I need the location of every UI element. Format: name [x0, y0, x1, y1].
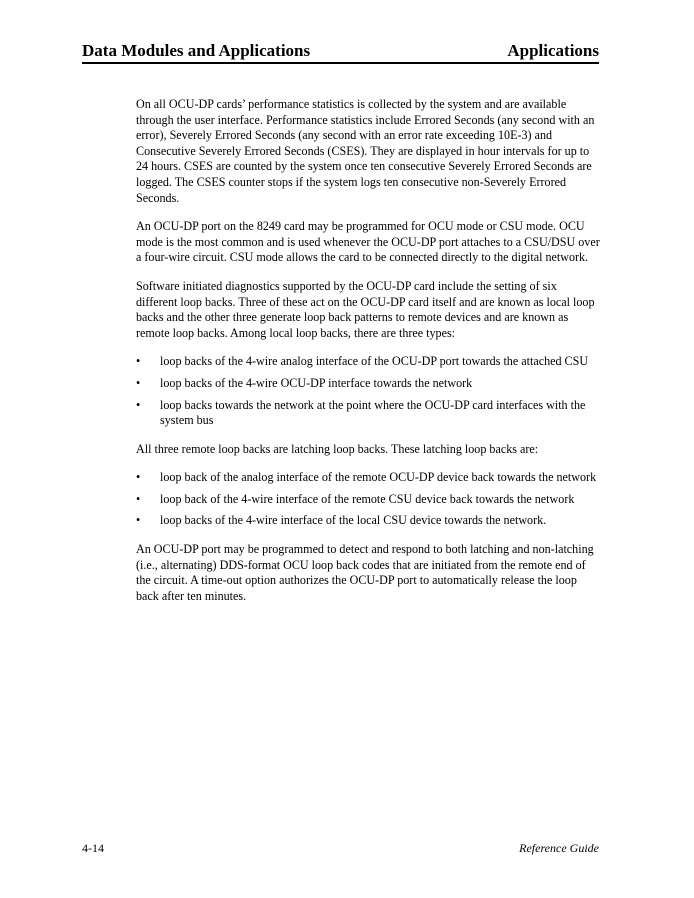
- bullet-icon: •: [136, 354, 141, 369]
- paragraph-performance-statistics: On all OCU-DP cards’ performance statistics is collected by the system and are available through the user interface. Performance statistics include Errored Seconds (any second with an error), Severely Errored Seconds (any second with an error rate exceeding 10E-3) and Consecutive Severely Errored Seconds (CSES). They are displayed in hour intervals for up to 24 hours. CSES are counted by the system once ten consecutive Severely Errored Seconds are logged. The CSES counter stops if the system logs ten consecutive non-Severely Errored Seconds.: [136, 97, 595, 205]
- remote-loopback-list: [136, 470, 600, 529]
- guide-title: Reference Guide: [519, 841, 599, 855]
- page-number: 4-14: [82, 841, 104, 855]
- bullet-icon: •: [136, 491, 141, 506]
- list-item: [136, 398, 600, 429]
- bullet-icon: •: [136, 375, 141, 390]
- paragraph-diagnostics: Software initiated diagnostics supported by the OCU-DP card include the setting of six different loop backs. Three of these act on the OCU-DP card itself and are known as local loop backs and the other three generate loop back patterns to remote devices and are known as remote loop backs. Among local loop backs, there are three types:: [136, 278, 595, 340]
- paragraph-ocu-csu-mode: An OCU-DP port on the 8249 card may be programmed for OCU mode or CSU mode. OCU mode is the most common and is used whenever the OCU-DP port attaches to a CSU/DSU over a four-wire circuit. CSU mode allows the card to be connected directly to the digital network.: [136, 219, 600, 265]
- list-item-text: loop backs of the 4-wire interface of the local CSU device towards the network.: [160, 513, 547, 528]
- list-item: [136, 354, 600, 370]
- list-item: [136, 492, 600, 508]
- local-loopback-list: [136, 354, 600, 428]
- list-item: [136, 470, 600, 486]
- list-item: [136, 513, 600, 529]
- list-item-text: loop backs of the 4-wire OCU-DP interface towards the network: [160, 375, 473, 390]
- body-content: [136, 97, 600, 617]
- section-title: Data Modules and Applications: [82, 41, 311, 60]
- bullet-icon: •: [136, 397, 141, 412]
- page-header: [82, 40, 599, 64]
- chapter-title: Applications: [507, 41, 599, 60]
- list-item-text: loop backs of the 4-wire analog interface of the OCU-DP port towards the attached CSU: [160, 354, 589, 369]
- paragraph-loopback-codes: An OCU-DP port may be programmed to detect and respond to both latching and non-latching (i.e., alternating) DDS-format OCU loop back codes that are initiated from the remote end of the circuit. A time-out option authorizes the OCU-DP port to automatically release the loop back after ten minutes.: [136, 542, 594, 603]
- list-item-text: loop backs towards the network at the point where the OCU-DP card interfaces with the system bus: [160, 397, 586, 428]
- list-item-text: loop back of the analog interface of the remote OCU-DP device back towards the network: [160, 470, 597, 485]
- bullet-icon: •: [136, 470, 141, 485]
- list-item: [136, 376, 600, 392]
- paragraph-remote-loopbacks: All three remote loop backs are latching loop backs. These latching loop backs are:: [136, 441, 539, 456]
- bullet-icon: •: [136, 513, 141, 528]
- list-item-text: loop back of the 4-wire interface of the remote CSU device back towards the network: [160, 491, 575, 506]
